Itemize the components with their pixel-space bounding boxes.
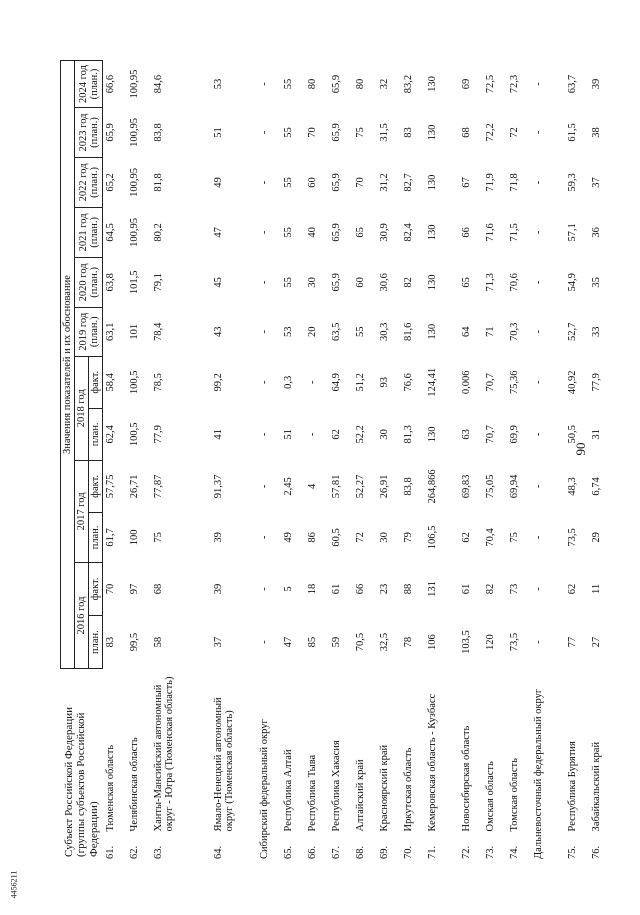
year-2023-header: 2023 год (план.) — [75, 108, 103, 158]
row-number: 76. — [591, 845, 603, 859]
value-cell: 65,9 — [331, 74, 343, 94]
value-cell: 64,9 — [331, 373, 343, 392]
row-number: 72. — [461, 845, 473, 859]
value-cell: 49 — [213, 177, 225, 188]
value-cell: 2,45 — [283, 477, 295, 496]
value-cell: 100,95 — [129, 168, 141, 197]
value-cell: 23 — [379, 583, 391, 595]
subject-name: Республика Тыва — [307, 754, 319, 832]
value-cell: 72 — [509, 127, 521, 138]
row-number: 69. — [379, 845, 391, 859]
value-cell: 33 — [591, 326, 603, 338]
value-cell: 66 — [461, 227, 473, 238]
row-number: 64. — [213, 845, 225, 859]
value-cell: 65,9 — [331, 273, 343, 292]
value-cell: 30 — [307, 277, 319, 288]
year-2021-header: 2021 год (план.) — [75, 207, 103, 257]
value-cell: 66,6 — [105, 74, 117, 94]
value-cell: 70,7 — [485, 373, 497, 392]
value-cell: 51 — [283, 429, 295, 440]
region-group-label: Дальневосточный федеральный округ — [533, 688, 545, 859]
value-cell: 51,2 — [355, 373, 367, 392]
value-cell: 131 — [427, 581, 439, 597]
value-cell: 83,8 — [153, 123, 165, 142]
page-number: 90 — [573, 442, 588, 456]
value-cell: 72 — [355, 532, 367, 543]
value-cell: 65,2 — [105, 173, 117, 192]
value-cell: 58 — [153, 636, 165, 648]
subject-name: Новосибирская область — [461, 725, 473, 832]
row-number: 67. — [331, 845, 343, 859]
value-cell: 32,5 — [379, 632, 391, 652]
value-cell: 75 — [355, 127, 367, 138]
plan-header: план. — [89, 512, 103, 562]
value-cell: 65,9 — [331, 173, 343, 192]
year-2022-header: 2022 год (план.) — [75, 157, 103, 207]
value-cell: 52,27 — [355, 474, 367, 499]
value-cell: 54,9 — [567, 273, 579, 292]
value-cell: 63,8 — [105, 273, 117, 292]
value-cell: 60 — [307, 177, 319, 188]
value-cell: - — [533, 230, 545, 235]
value-cell: - — [533, 640, 545, 644]
table-row — [127, 61, 151, 861]
value-cell: 47 — [213, 227, 225, 238]
value-cell: 55 — [283, 177, 295, 188]
value-cell: 100,95 — [129, 217, 141, 247]
value-cell: 36 — [591, 227, 603, 238]
value-cell: 68 — [153, 583, 165, 595]
value-cell: 88 — [403, 583, 415, 595]
subject-header: Субъект Российской Федерации (группы субъектов Российской Федерации) — [62, 707, 100, 857]
value-cell: 55 — [283, 227, 295, 238]
value-cell: 30 — [379, 429, 391, 440]
subject-name: Томская область — [509, 758, 521, 832]
value-cell: 18 — [307, 583, 319, 595]
value-cell: 63,7 — [567, 74, 579, 94]
value-cell: 130 — [427, 274, 439, 291]
value-cell: 5 — [283, 586, 295, 592]
value-cell: 100,5 — [129, 370, 141, 395]
value-cell: 82 — [485, 583, 497, 595]
value-cell: 76,6 — [403, 373, 415, 392]
subject-name: Забайкальский край — [591, 741, 603, 832]
table-row — [329, 61, 353, 861]
value-cell: - — [533, 380, 545, 384]
value-cell: 57,75 — [105, 474, 117, 499]
value-cell: 71,5 — [509, 223, 521, 242]
value-cell: 0,006 — [461, 370, 473, 395]
value-cell: 39 — [213, 583, 225, 595]
value-cell: 40 — [307, 227, 319, 238]
value-cell: 72,3 — [509, 74, 521, 94]
value-cell: 41 — [213, 429, 225, 440]
value-cell: - — [533, 484, 545, 489]
subject-name: Иркутская область — [403, 747, 415, 832]
value-cell: - — [533, 180, 545, 185]
value-cell: - — [533, 330, 545, 334]
value-cell: 70 — [307, 127, 319, 138]
value-cell: 70,3 — [509, 322, 521, 341]
value-cell: 50,5 — [567, 425, 579, 444]
subject-name: Омская область — [485, 761, 497, 832]
value-cell: 65,9 — [331, 223, 343, 242]
value-cell: 45 — [213, 277, 225, 288]
value-cell: 26,71 — [129, 474, 141, 499]
table-body — [103, 61, 614, 861]
value-cell: 61,5 — [567, 123, 579, 142]
value-cell: 130 — [427, 174, 439, 191]
value-cell: 67 — [461, 177, 473, 188]
value-cell: 60,5 — [331, 528, 343, 547]
fact-header: факт. — [89, 356, 103, 408]
value-cell: 83,2 — [403, 74, 415, 94]
value-cell: 99,5 — [129, 632, 141, 652]
value-cell: 35 — [591, 277, 603, 288]
table-row — [257, 61, 281, 861]
value-cell: 81,8 — [153, 173, 165, 192]
table-row — [401, 61, 425, 861]
table-row — [377, 61, 401, 861]
region-group-label: Сибирский федеральный округ — [259, 719, 271, 859]
row-number: 65. — [283, 845, 295, 859]
value-cell: 70,4 — [485, 528, 497, 547]
value-cell: 64 — [461, 326, 473, 338]
value-cell: 79 — [403, 532, 415, 543]
value-cell: 77 — [567, 636, 579, 648]
value-cell: 70,5 — [355, 632, 367, 652]
value-cell: 130 — [427, 224, 439, 241]
subject-name: Ханты-Мансийский автономный округ - Югра (Тюменская область) — [153, 676, 176, 832]
table-row — [507, 61, 531, 861]
value-cell: 77,87 — [153, 474, 165, 499]
indicators-table — [60, 60, 613, 860]
value-cell: 47 — [283, 636, 295, 648]
value-cell: 100,5 — [129, 422, 141, 447]
value-cell: - — [533, 82, 545, 86]
value-cell: 32 — [379, 78, 391, 90]
value-cell: 73 — [509, 583, 521, 595]
value-cell: 106,5 — [427, 525, 439, 550]
table-row — [211, 61, 257, 861]
value-cell: 65 — [355, 227, 367, 238]
row-number: 63. — [153, 845, 165, 859]
value-cell: 70 — [105, 583, 117, 595]
table-row — [459, 61, 483, 861]
value-cell: 84,6 — [153, 74, 165, 94]
table-row — [531, 61, 565, 861]
value-cell: - — [259, 380, 271, 384]
value-cell: - — [259, 587, 271, 591]
value-cell: 82,4 — [403, 223, 415, 242]
value-cell: 80,2 — [153, 223, 165, 242]
value-cell: 101 — [129, 323, 141, 340]
value-cell: 52,2 — [355, 425, 367, 444]
value-cell: 0,3 — [283, 375, 295, 389]
value-cell: - — [259, 535, 271, 540]
value-cell: 65,9 — [331, 123, 343, 142]
value-cell: 30,9 — [379, 223, 391, 242]
value-cell: - — [533, 280, 545, 285]
value-cell: 71,6 — [485, 223, 497, 242]
value-cell: - — [259, 640, 271, 644]
value-cell: 80 — [355, 78, 367, 90]
row-number: 66. — [307, 845, 319, 859]
value-cell: 100 — [129, 529, 141, 546]
value-cell: - — [259, 432, 271, 437]
value-cell: 30,6 — [379, 273, 391, 292]
value-cell: - — [259, 130, 271, 135]
value-cell: 65,9 — [105, 123, 117, 142]
row-number: 70. — [403, 845, 415, 859]
value-cell: 63 — [461, 429, 473, 440]
value-cell: 120 — [485, 634, 497, 650]
value-cell: 73,5 — [509, 632, 521, 652]
value-cell: 82 — [403, 277, 415, 288]
value-cell: 70 — [355, 177, 367, 188]
value-cell: 62 — [331, 429, 343, 440]
value-cell: 69,94 — [509, 474, 521, 499]
year-2024-header: 2024 год (план.) — [75, 61, 103, 108]
subject-name: Ямало-Ненецкий автономный округ (Тюменская область) — [213, 697, 236, 832]
value-cell: 75 — [509, 532, 521, 543]
value-cell: 37 — [591, 177, 603, 188]
value-cell: 58,4 — [105, 373, 117, 392]
value-cell: 130 — [427, 124, 439, 141]
fact-header: факт. — [89, 562, 103, 615]
value-cell: 53 — [213, 78, 225, 90]
value-cell: - — [307, 432, 319, 437]
value-cell: 97 — [129, 583, 141, 595]
value-cell: 69,83 — [461, 474, 473, 499]
value-cell: 100,95 — [129, 118, 141, 147]
plan-header: план. — [89, 408, 103, 460]
value-cell: 103,5 — [461, 630, 473, 654]
table-row — [281, 61, 305, 861]
value-cell: 55 — [355, 326, 367, 338]
row-number: 73. — [485, 845, 497, 859]
value-cell: 85 — [307, 636, 319, 648]
subject-name: Республика Бурятия — [567, 741, 579, 832]
plan-header: план. — [89, 616, 103, 669]
value-cell: 86 — [307, 532, 319, 543]
table-row — [565, 61, 589, 861]
value-cell: 83,8 — [403, 477, 415, 496]
value-cell: 75,36 — [509, 370, 521, 395]
value-cell: 48,3 — [567, 477, 579, 496]
value-cell: 83 — [403, 127, 415, 138]
value-cell: 53 — [283, 326, 295, 338]
value-cell: 130 — [427, 76, 439, 92]
row-number: 75. — [567, 845, 579, 859]
value-cell: 75,05 — [485, 474, 497, 499]
value-cell: 69,9 — [509, 425, 521, 444]
row-number: 62. — [129, 845, 141, 859]
year-2020-header: 2020 год (план.) — [75, 257, 103, 307]
subject-name: Алтайский край — [355, 759, 367, 832]
year-2017-header: 2017 год — [75, 460, 89, 562]
value-cell: 83 — [105, 636, 117, 648]
value-cell: 63,1 — [105, 322, 117, 341]
value-cell: 130 — [427, 426, 439, 443]
subject-name: Республика Хакасия — [331, 740, 343, 832]
value-cell: - — [533, 587, 545, 591]
value-cell: - — [533, 432, 545, 437]
value-cell: 63,5 — [331, 322, 343, 341]
subject-name: Челябинская область — [129, 737, 141, 832]
value-cell: 38 — [591, 127, 603, 138]
value-cell: 77,9 — [153, 425, 165, 444]
value-cell: 100,95 — [129, 69, 141, 99]
value-cell: 69 — [461, 78, 473, 90]
value-cell: 101,5 — [129, 270, 141, 295]
fact-header: факт. — [89, 460, 103, 512]
value-cell: 39 — [213, 532, 225, 543]
value-cell: - — [259, 180, 271, 185]
value-cell: 61 — [461, 583, 473, 595]
value-cell: 30 — [379, 532, 391, 543]
value-cell: - — [259, 230, 271, 235]
value-cell: 264,866 — [427, 469, 439, 504]
value-cell: 72,2 — [485, 123, 497, 142]
value-cell: 78,5 — [153, 373, 165, 392]
value-cell: 106 — [427, 634, 439, 650]
value-cell: 68 — [461, 127, 473, 138]
table-row — [305, 61, 329, 861]
value-cell: - — [259, 484, 271, 489]
value-cell: 81,6 — [403, 322, 415, 341]
value-cell: 61,7 — [105, 528, 117, 547]
row-number: 68. — [355, 845, 367, 859]
value-cell: 26,91 — [379, 474, 391, 499]
value-cell: 39 — [591, 78, 603, 90]
year-2018-header: 2018 год — [75, 356, 89, 460]
value-cell: 71,8 — [509, 173, 521, 192]
value-cell: 51 — [213, 127, 225, 138]
value-cell: 55 — [283, 78, 295, 90]
value-cell: 72,5 — [485, 74, 497, 94]
value-cell: 30,3 — [379, 322, 391, 341]
value-cell: 124,41 — [427, 367, 439, 397]
value-cell: 11 — [591, 583, 603, 595]
subject-name: Республика Алтай — [283, 749, 295, 832]
value-cell: 52,7 — [567, 322, 579, 341]
year-2016-header: 2016 год — [75, 562, 89, 668]
subject-name: Тюменская область — [104, 744, 116, 832]
value-cell: 27 — [591, 636, 603, 648]
value-cell: - — [259, 280, 271, 285]
value-cell: 70,6 — [509, 273, 521, 292]
value-cell: 31,2 — [379, 173, 391, 192]
table-row — [103, 61, 128, 861]
value-cell: 91,37 — [213, 474, 225, 499]
value-cell: 62 — [461, 532, 473, 543]
document-id: 4456211 — [9, 870, 19, 899]
value-cell: 78,4 — [153, 322, 165, 341]
row-number: 74. — [509, 845, 521, 859]
value-cell: 55 — [283, 277, 295, 288]
value-cell: 31,5 — [379, 123, 391, 142]
value-cell: 59,3 — [567, 173, 579, 192]
value-cell: 66 — [355, 583, 367, 595]
value-cell: 71,9 — [485, 173, 497, 192]
value-cell: 79,1 — [153, 273, 165, 292]
value-cell: 70,7 — [485, 425, 497, 444]
value-cell: 57,81 — [331, 474, 343, 499]
table-row — [353, 61, 377, 861]
value-cell: 71,3 — [485, 273, 497, 292]
value-cell: 49 — [283, 532, 295, 543]
value-cell: 130 — [427, 323, 439, 340]
value-cell: 43 — [213, 326, 225, 338]
value-cell: 31 — [591, 429, 603, 440]
table-row — [483, 61, 507, 861]
value-cell: 4 — [307, 483, 319, 490]
value-cell: 61 — [331, 583, 343, 595]
value-cell: 82,7 — [403, 173, 415, 192]
value-cell: 37 — [213, 636, 225, 648]
indicators-header: Значения показателей и их обоснование — [61, 61, 75, 669]
value-cell: 40,92 — [567, 370, 579, 395]
value-cell: 20 — [307, 326, 319, 338]
subject-name: Красноярский край — [379, 744, 391, 832]
table-row — [589, 61, 613, 861]
value-cell: 62 — [567, 583, 579, 595]
value-cell: 29 — [591, 532, 603, 543]
year-2019-header: 2019 год (план.) — [75, 307, 103, 356]
value-cell: - — [259, 330, 271, 334]
subject-name: Кемеровская область - Кузбасс — [427, 693, 439, 832]
value-cell: 80 — [307, 78, 319, 90]
table-row — [151, 61, 211, 861]
table-row — [425, 61, 459, 861]
value-cell: 75 — [153, 532, 165, 543]
value-cell: 93 — [379, 377, 391, 388]
value-cell: 55 — [283, 127, 295, 138]
value-cell: 65 — [461, 277, 473, 288]
value-cell: 62,4 — [105, 425, 117, 444]
value-cell: - — [259, 82, 271, 86]
value-cell: 81,3 — [403, 425, 415, 444]
value-cell: 64,5 — [105, 223, 117, 242]
value-cell: 99,2 — [213, 373, 225, 392]
row-number: 61. — [104, 845, 116, 859]
value-cell: - — [533, 535, 545, 540]
value-cell: 71 — [485, 326, 497, 338]
value-cell: - — [533, 130, 545, 135]
value-cell: - — [307, 380, 319, 384]
value-cell: 73,5 — [567, 528, 579, 547]
value-cell: 59 — [331, 636, 343, 648]
value-cell: 77,9 — [591, 373, 603, 392]
row-number: 71. — [427, 845, 439, 859]
value-cell: 60 — [355, 277, 367, 288]
value-cell: 78 — [403, 636, 415, 648]
value-cell: 57,1 — [567, 223, 579, 242]
value-cell: 6,74 — [591, 477, 603, 496]
